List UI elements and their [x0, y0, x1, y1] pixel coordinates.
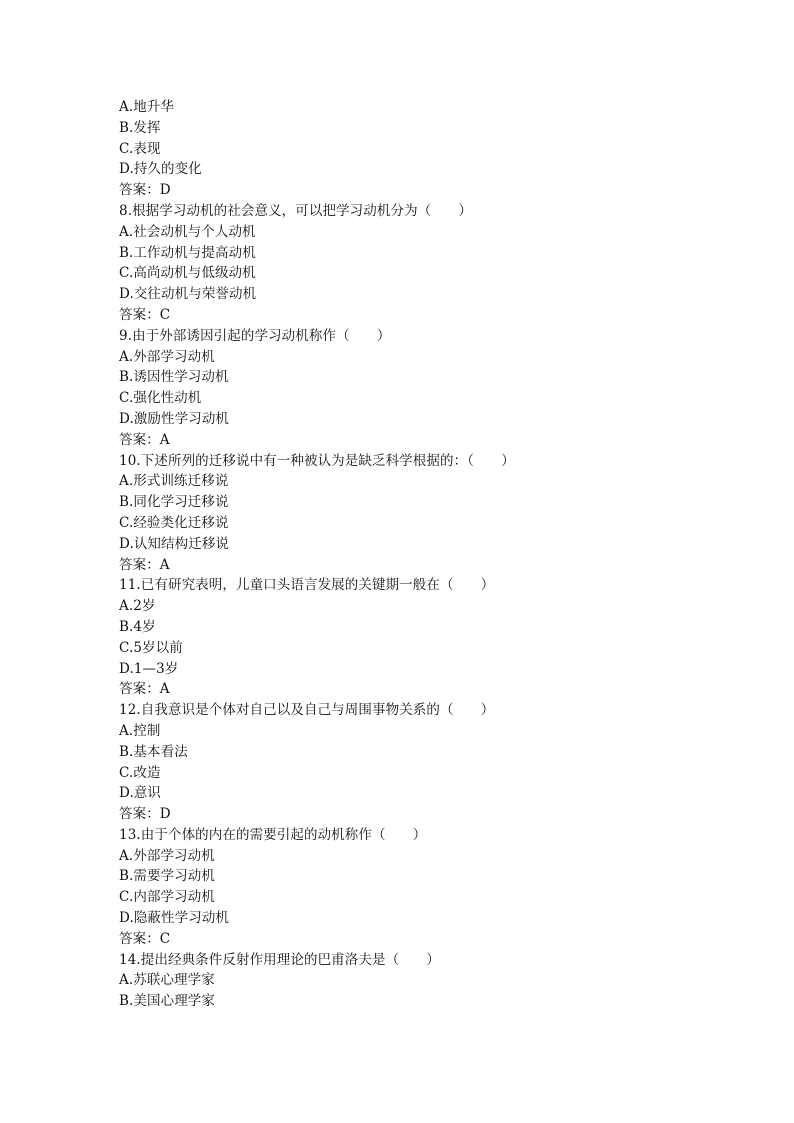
answer-line: 答案：C [119, 930, 171, 947]
option-a: A.外部学习动机 [119, 847, 215, 864]
question-8 [119, 201, 719, 326]
option-d: D.隐蔽性学习动机 [119, 910, 230, 927]
option-d: D.激励性学习动机 [119, 410, 230, 427]
question-text: 9.由于外部诱因引起的学习动机称作（ ） [119, 327, 391, 344]
option-a: A.地升华 [119, 99, 175, 115]
question-text: 14.提出经典条件反射作用理论的巴甫洛夫是（ ） [119, 951, 440, 968]
option-c: C.内部学习动机 [119, 889, 215, 906]
question-14 [119, 950, 719, 1012]
option-d: D.1—3岁 [119, 660, 179, 677]
question-10 [119, 451, 719, 576]
option-c: C.强化性动机 [119, 390, 202, 407]
question-11 [119, 575, 719, 700]
option-d: D.持久的变化 [119, 161, 202, 178]
option-c: C.高尚动机与低级动机 [119, 265, 256, 282]
question-text: 10.下述所列的迁移说中有一种被认为是缺乏科学根据的：（ ） [119, 452, 515, 469]
option-d: D.交往动机与荣誉动机 [119, 286, 257, 303]
option-a: A.外部学习动机 [119, 348, 215, 365]
option-b: B.4岁 [119, 618, 156, 635]
option-d: D.意识 [119, 785, 162, 802]
option-c: C.经验类化迁移说 [119, 514, 229, 531]
option-b: B.诱因性学习动机 [119, 369, 229, 386]
answer-line: 答案：D [119, 182, 171, 199]
option-b: B.同化学习迁移说 [119, 494, 229, 511]
option-b: B.需要学习动机 [119, 868, 216, 885]
answer-line: 答案：A [119, 681, 170, 698]
option-a: A.2岁 [119, 598, 156, 615]
option-a: A.苏联心理学家 [119, 972, 215, 989]
option-d: D.认知结构迁移说 [119, 535, 230, 552]
answer-line: 答案：A [119, 431, 170, 448]
question-7 [119, 97, 719, 201]
option-a: A.形式训练迁移说 [119, 473, 229, 490]
question-text: 12.自我意识是个体对自己以及自己与周围事物关系的（ ） [119, 702, 495, 719]
answer-line: 答案：C [119, 306, 171, 323]
question-list [119, 97, 719, 1012]
question-text: 11.已有研究表明，儿童口头语言发展的关键期一般在（ ） [119, 577, 495, 594]
option-a: A.社会动机与个人动机 [119, 223, 256, 240]
question-12 [119, 700, 719, 825]
option-c: C.改造 [119, 764, 161, 781]
question-13 [119, 825, 719, 950]
option-b: B.发挥 [119, 119, 161, 136]
answer-line: 答案：D [119, 806, 171, 823]
option-c: C.5岁以前 [119, 639, 183, 656]
question-text: 8.根据学习动机的社会意义，可以把学习动机分为（ ） [119, 202, 473, 219]
option-b: B.工作动机与提高动机 [119, 244, 256, 261]
option-b: B.美国心理学家 [119, 993, 216, 1010]
question-text: 13.由于个体的内在的需要引起的动机称作（ ） [119, 826, 427, 843]
option-b: B.基本看法 [119, 743, 188, 760]
option-c: C.表现 [119, 140, 161, 157]
answer-line: 答案：A [119, 556, 170, 573]
question-9 [119, 326, 719, 451]
option-a: A.控制 [119, 722, 161, 739]
